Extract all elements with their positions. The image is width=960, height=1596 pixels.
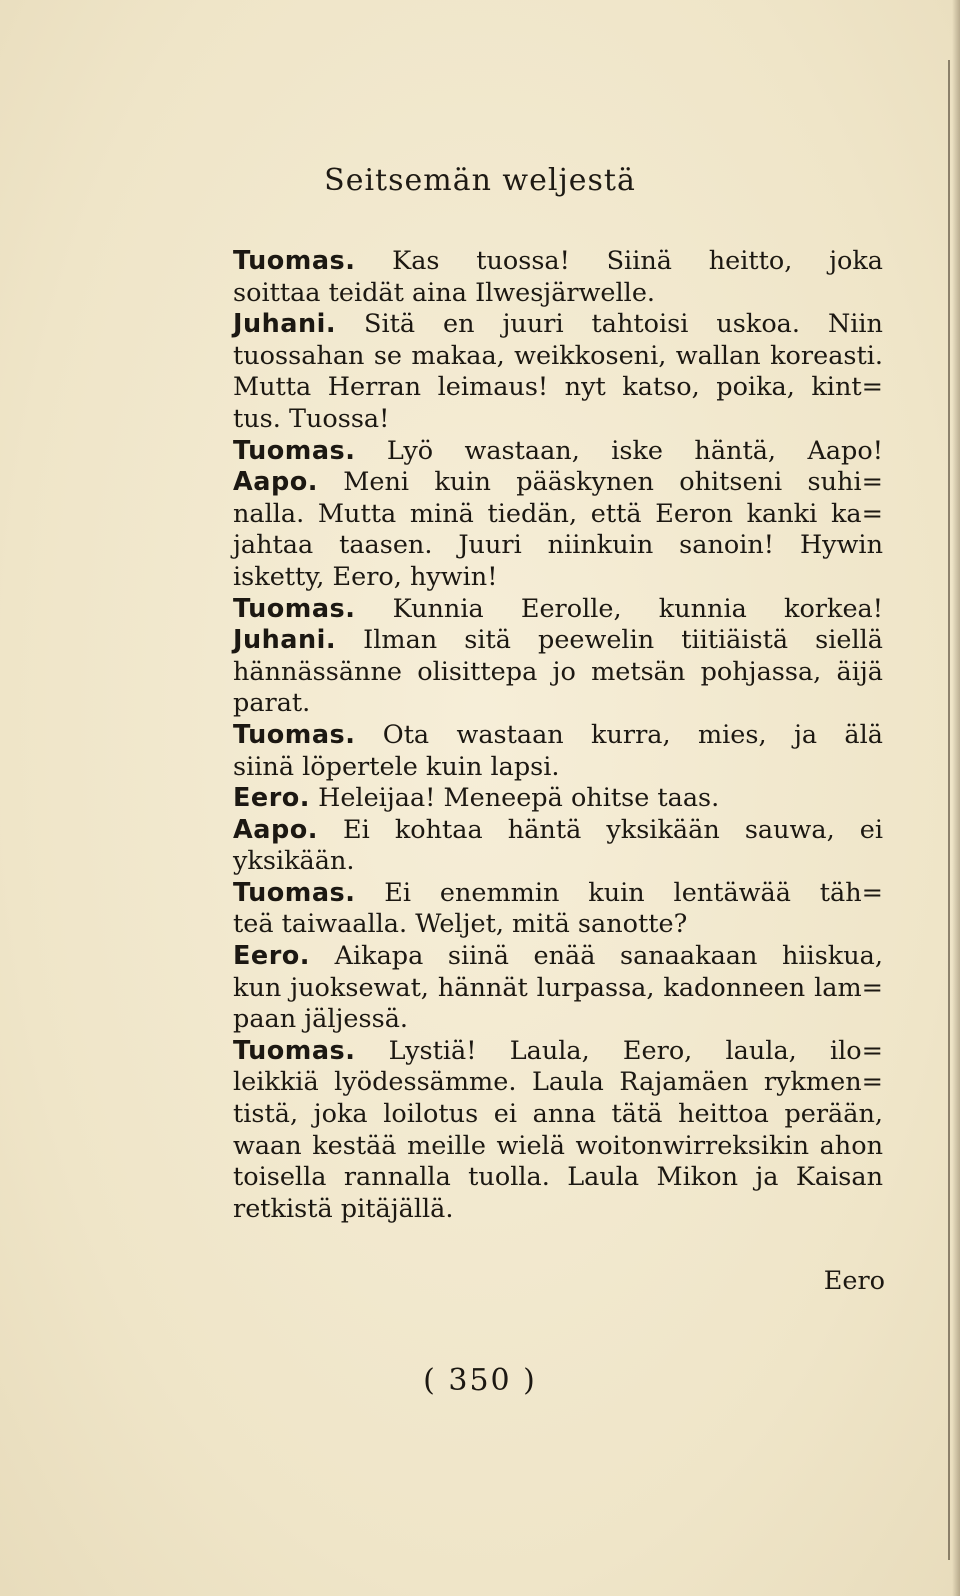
- text-line: [233, 941, 883, 973]
- line-text: waan kestää meille wielä woitonwirreksikin ahon: [233, 1130, 883, 1161]
- text-line: [233, 720, 883, 752]
- speaker-name: Tuomas.: [233, 593, 356, 624]
- line-text: jahtaa taasen. Juuri niinkuin sanoin! Hywin: [233, 530, 883, 561]
- text-line: [233, 657, 883, 689]
- text-line: [233, 341, 883, 373]
- speaker-name: Juhani.: [233, 309, 337, 340]
- text-line: [233, 246, 883, 278]
- text-line: [233, 625, 883, 657]
- text-line: [233, 309, 883, 341]
- line-text: Ota wastaan kurra, mies, ja älä: [355, 719, 883, 750]
- text-line: [233, 1162, 883, 1194]
- page-edge-line: [948, 60, 950, 1560]
- text-line: [233, 1194, 883, 1226]
- line-text: yksikään.: [233, 846, 355, 877]
- text-line: [233, 1004, 883, 1036]
- line-text: parat.: [233, 688, 311, 719]
- line-text: isketty, Eero, hywin!: [233, 561, 498, 592]
- text-line: [233, 815, 883, 847]
- line-text: Kunnia Eerolle, kunnia korkea!: [355, 593, 883, 624]
- text-line: [233, 1131, 883, 1163]
- line-text: paan jäljessä.: [233, 1004, 409, 1035]
- line-text: teä taiwaalla. Weljet, mitä sanotte?: [233, 909, 688, 940]
- line-text: Lyö wastaan, iske häntä, Aapo!: [355, 435, 883, 466]
- line-text: Meni kuin pääskynen ohitseni suhi=: [317, 467, 883, 498]
- line-text: retkistä pitäjällä.: [233, 1193, 454, 1224]
- line-text: Aikapa siinä enää sanaakaan hiiskua,: [310, 941, 883, 972]
- page-edge-shadow: [952, 0, 960, 1596]
- text-line: [233, 783, 883, 815]
- speaker-name: Tuomas.: [233, 719, 356, 750]
- text-line: [233, 594, 883, 626]
- line-text: nalla. Mutta minä tiedän, että Eeron kanki ka=: [233, 498, 883, 529]
- text-line: [233, 1099, 883, 1131]
- text-line: [233, 1036, 883, 1068]
- text-line: [233, 973, 883, 1005]
- text-line: [233, 688, 883, 720]
- text-line: [233, 278, 883, 310]
- line-text: Ilman sitä peewelin tiitiäistä siellä: [336, 625, 883, 656]
- text-line: [233, 909, 883, 941]
- line-text: toisella rannalla tuolla. Laula Mikon ja Kaisan: [233, 1162, 883, 1193]
- dialogue-text: [233, 246, 883, 1225]
- line-text: tus. Tuossa!: [233, 403, 390, 434]
- line-text: siinä löpertele kuin lapsi.: [233, 751, 560, 782]
- line-text: hännässänne olisittepa jo metsän pohjassa, äijä: [233, 656, 883, 687]
- line-text: Mutta Herran leimaus! nyt katso, poika, kint=: [233, 372, 883, 403]
- text-line: [233, 372, 883, 404]
- speaker-name: Tuomas.: [233, 877, 356, 908]
- line-text: Heleijaa! Meneepä ohitse taas.: [310, 783, 720, 814]
- text-line: [233, 562, 883, 594]
- line-text: tuossahan se makaa, weikkoseni, wallan koreasti.: [233, 340, 883, 371]
- text-line: [233, 530, 883, 562]
- line-text: kun juoksewat, hännät lurpassa, kadonneen lam=: [233, 972, 883, 1003]
- speaker-name: Aapo.: [233, 814, 318, 845]
- speaker-name: Juhani.: [233, 625, 337, 656]
- line-text: tistä, joka loilotus ei anna tätä heittoa perään,: [233, 1099, 883, 1130]
- page-number: ( 350 ): [423, 1363, 537, 1398]
- line-text: Ei kohtaa häntä yksikään sauwa, ei: [317, 814, 883, 845]
- running-head: Seitsemän weljestä: [324, 163, 636, 198]
- text-line: [233, 752, 883, 784]
- speaker-name: Eero.: [233, 783, 310, 814]
- text-line: [233, 846, 883, 878]
- line-text: Kas tuossa! Siinä heitto, joka: [355, 246, 883, 276]
- text-line: [233, 467, 883, 499]
- line-text: Ei enemmin kuin lentäwää täh=: [355, 877, 883, 908]
- speaker-name: Tuomas.: [233, 246, 356, 276]
- line-text: Sitä en juuri tahtoisi uskoa. Niin: [336, 309, 883, 340]
- catchword: Eero: [823, 1266, 885, 1296]
- text-line: [233, 404, 883, 436]
- text-line: [233, 878, 883, 910]
- speaker-name: Eero.: [233, 941, 310, 972]
- speaker-name: Tuomas.: [233, 435, 356, 466]
- line-text: soittaa teidät aina Ilwesjärwelle.: [233, 277, 656, 308]
- text-line: [233, 436, 883, 468]
- text-line: [233, 499, 883, 531]
- text-line: [233, 1067, 883, 1099]
- speaker-name: Aapo.: [233, 467, 318, 498]
- line-text: Lystiä! Laula, Eero, laula, ilo=: [355, 1035, 883, 1066]
- speaker-name: Tuomas.: [233, 1035, 356, 1066]
- line-text: leikkiä lyödessämme. Laula Rajamäen rykmen=: [233, 1067, 883, 1098]
